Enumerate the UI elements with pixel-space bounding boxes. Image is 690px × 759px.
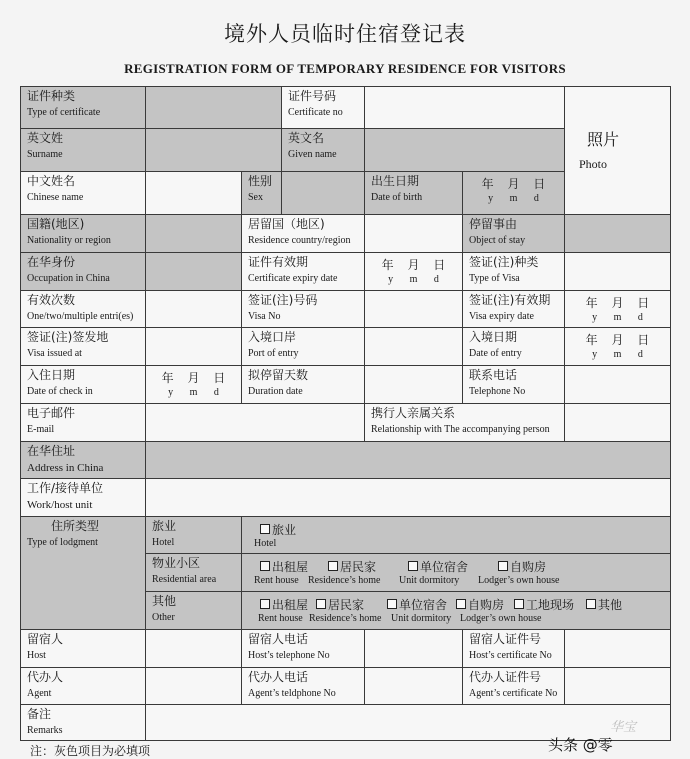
sex-field[interactable] — [281, 171, 365, 215]
occupation-field[interactable] — [145, 252, 242, 291]
label-visa-no: 签证(注)号码 Visa No — [241, 290, 365, 328]
label-agent: 代办人 Agent — [20, 667, 146, 705]
label-remarks: 备注 Remarks — [20, 704, 146, 741]
form-title-english: REGISTRATION FORM OF TEMPORARY RESIDENCE FOR VISITORS — [124, 61, 566, 76]
photo-box[interactable]: 照片 Photo — [564, 86, 671, 252]
check-in-field[interactable]: 年 月 日 y m d — [145, 365, 242, 404]
other-unit-dormitory-checkbox[interactable]: 单位宿舍 — [387, 596, 447, 613]
entries-field[interactable] — [145, 290, 242, 328]
residential-own-house-checkbox[interactable]: 自购房 — [498, 558, 546, 575]
given-name-field[interactable] — [364, 128, 565, 172]
label-chinese-name: 中文姓名 Chinese name — [20, 171, 146, 215]
label-occupation: 在华身份 Occupation in China — [20, 252, 146, 291]
visa-type-field[interactable] — [564, 252, 671, 291]
label-date-of-birth: 出生日期 Date of birth — [364, 171, 463, 215]
required-fields-note: 注：灰色项目为必填项 — [30, 744, 151, 758]
label-hotel: 旅业 Hotel — [145, 516, 242, 554]
residential-unit-dormitory-checkbox[interactable]: 单位宿舍 — [408, 558, 468, 575]
other-rent-house-checkbox[interactable]: 出租屋 — [260, 596, 308, 613]
label-other: 其他 Other — [145, 591, 242, 630]
host-field[interactable] — [145, 629, 242, 668]
other-other-checkbox[interactable]: 其他 — [586, 596, 622, 613]
certificate-no-field[interactable] — [364, 86, 565, 129]
host-certificate-field[interactable] — [564, 629, 671, 668]
label-work-unit: 工作/接待单位 Work/host unit — [20, 478, 146, 517]
label-residential-area: 物业小区 Residential area — [145, 553, 242, 592]
address-field[interactable] — [145, 441, 671, 479]
label-entries: 有效次数 One/two/multiple entri(es) — [20, 290, 146, 328]
visa-issued-field[interactable] — [145, 327, 242, 366]
visa-no-field[interactable] — [364, 290, 463, 328]
other-options: 出租屋 居民家 单位宿舍 自购房 工地现场 其他 Rent house Residence’s home Unit dormitory Lodger’s own house — [241, 591, 671, 630]
label-relationship: 携行人亲属关系 Relationship with The accompanying person — [364, 403, 565, 442]
date-of-birth-field[interactable]: 年 月 日 y m d — [462, 171, 565, 215]
label-certificate-type: 证件种类 Type of certificate — [20, 86, 146, 129]
label-host-certificate: 留宿人证件号 Host’s certificate No — [462, 629, 565, 668]
label-email: 电子邮件 E-mail — [20, 403, 146, 442]
agent-telephone-field[interactable] — [364, 667, 463, 705]
label-object-of-stay: 停留事由 Object of stay — [462, 214, 565, 253]
label-certificate-no: 证件号码 Certificate no — [281, 86, 365, 129]
registration-form — [20, 86, 671, 741]
duration-field[interactable] — [364, 365, 463, 404]
residential-rent-house-checkbox[interactable]: 出租屋 — [260, 558, 308, 575]
label-host: 留宿人 Host — [20, 629, 146, 668]
label-sex: 性别 Sex — [241, 171, 282, 215]
email-field[interactable] — [145, 403, 365, 442]
form-title-chinese: 境外人员临时住宿登记表 — [224, 22, 466, 46]
agent-field[interactable] — [145, 667, 242, 705]
telephone-field[interactable] — [564, 365, 671, 404]
label-check-in: 入住日期 Date of check in — [20, 365, 146, 404]
label-agent-telephone: 代办人电话 Agent’s teldphone No — [241, 667, 365, 705]
label-date-of-entry: 入境日期 Date of entry — [462, 327, 565, 366]
label-port-of-entry: 入境口岸 Port of entry — [241, 327, 365, 366]
label-address: 在华住址 Address in China — [20, 441, 146, 479]
other-residence-home-checkbox[interactable]: 居民家 — [316, 596, 364, 613]
label-telephone: 联系电话 Telephone No — [462, 365, 565, 404]
other-construction-site-checkbox[interactable]: 工地现场 — [514, 596, 574, 613]
object-of-stay-field[interactable] — [564, 214, 671, 253]
source-watermark: 头条 @零 — [548, 736, 613, 754]
label-visa-issued: 签证(注)签发地 Visa issued at — [20, 327, 146, 366]
label-visa-type: 签证(注)种类 Type of Visa — [462, 252, 565, 291]
visa-expiry-field[interactable]: 年 月 日 y m d — [564, 290, 671, 328]
nationality-field[interactable] — [145, 214, 242, 253]
label-nationality: 国籍(地区) Nationality or region — [20, 214, 146, 253]
label-residence-country: 居留国（地区) Residence country/region — [241, 214, 365, 253]
date-of-entry-field[interactable]: 年 月 日 y m d — [564, 327, 671, 366]
label-visa-expiry: 签证(注)有效期 Visa expiry date — [462, 290, 565, 328]
hotel-checkbox[interactable]: 旅业 — [260, 521, 296, 538]
corner-watermark: 华宝 — [610, 720, 637, 735]
other-own-house-checkbox[interactable]: 自购房 — [456, 596, 504, 613]
label-certificate-expiry: 证件有效期 Certificate expiry date — [241, 252, 365, 291]
port-of-entry-field[interactable] — [364, 327, 463, 366]
residence-country-field[interactable] — [364, 214, 463, 253]
chinese-name-field[interactable] — [145, 171, 242, 215]
agent-certificate-field[interactable] — [564, 667, 671, 705]
host-telephone-field[interactable] — [364, 629, 463, 668]
label-surname: 英文姓 Surname — [20, 128, 146, 172]
certificate-type-field[interactable] — [145, 86, 282, 129]
residential-residence-home-checkbox[interactable]: 居民家 — [328, 558, 376, 575]
residential-options: 出租屋 居民家 单位宿舍 自购房 Rent house Residence’s home Unit dormitory Lodger’s own house — [241, 553, 671, 592]
certificate-expiry-field[interactable]: 年 月 日 y m d — [364, 252, 463, 291]
label-duration: 拟停留天数 Duration date — [241, 365, 365, 404]
label-host-telephone: 留宿人电话 Host’s telephone No — [241, 629, 365, 668]
label-agent-certificate: 代办人证件号 Agent’s certificate No — [462, 667, 565, 705]
surname-field[interactable] — [145, 128, 282, 172]
label-lodgment-type: 住所类型 Type of lodgment — [20, 516, 146, 630]
work-unit-field[interactable] — [145, 478, 671, 517]
relationship-field[interactable] — [564, 403, 671, 442]
label-given-name: 英文名 Given name — [281, 128, 365, 172]
hotel-options: 旅业 Hotel — [241, 516, 671, 554]
